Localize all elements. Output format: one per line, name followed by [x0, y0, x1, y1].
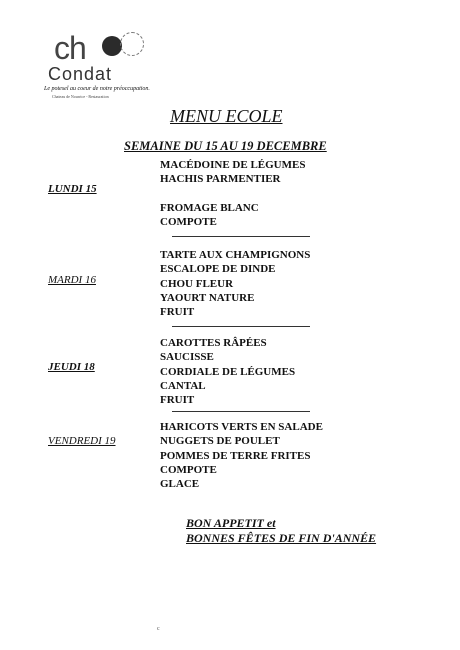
dish-item: FROMAGE BLANC: [160, 201, 259, 214]
logo-subline: Chateau de Nourrice - Restauration: [52, 94, 109, 99]
dish-list-thursday: [160, 336, 295, 407]
logo-name: Condat: [48, 64, 113, 84]
dish-item: MACÉDOINE DE LÉGUMES: [160, 159, 306, 171]
dish-item: HACHIS PARMENTIER: [160, 173, 281, 186]
section-divider: [172, 411, 310, 412]
dish-item: POMMES DE TERRE FRITES: [160, 449, 311, 462]
logo-dot-icon: [102, 36, 122, 56]
dish-list-monday: [160, 158, 305, 229]
dish-item: GLACE: [160, 478, 200, 491]
company-logo: [44, 30, 164, 102]
dish-item: HARICOTS VERTS EN SALADE: [160, 421, 323, 433]
day-label-thursday: JEUDI 18: [48, 361, 95, 373]
logo-mark: ch: [54, 30, 86, 66]
dish-item: CAROTTES RÂPÉES: [160, 337, 267, 349]
dish-list-tuesday: [160, 248, 310, 319]
dish-item: CORDIALE DE LÉGUMES: [160, 365, 296, 378]
logo-tagline: Le potesel au coeur de notre préoccupation.: [44, 86, 150, 92]
day-label-tuesday: MARDI 16: [48, 274, 96, 286]
dish-item: CANTAL: [160, 379, 206, 392]
day-label-monday: LUNDI 15: [48, 183, 97, 195]
menu-title: MENU ECOLE: [170, 106, 283, 126]
dish-spacer: [160, 187, 305, 201]
dish-item: COMPOTE: [160, 463, 217, 476]
footer-mark: c: [157, 626, 160, 632]
dish-item: SAUCISSE: [160, 351, 214, 364]
dish-item: NUGGETS DE POULET: [160, 435, 280, 448]
dish-item: TARTE AUX CHAMPIGNONS: [160, 249, 311, 261]
day-label-friday: VENDREDI 19: [48, 435, 116, 447]
closing-line-1: BON APPETIT et: [186, 516, 276, 530]
dish-item: FRUIT: [160, 306, 195, 319]
week-heading: SEMAINE DU 15 AU 19 DECEMBRE: [124, 139, 327, 153]
dish-list-friday: [160, 420, 323, 491]
closing-line-2: BONNES FÊTES DE FIN D'ANNÉE: [186, 531, 377, 545]
dish-item: ESCALOPE DE DINDE: [160, 263, 276, 276]
section-divider: [172, 326, 310, 327]
dish-item: COMPOTE: [160, 215, 217, 228]
dish-item: FRUIT: [160, 394, 195, 407]
logo-ring-icon: [120, 32, 144, 56]
dish-item: CHOU FLEUR: [160, 277, 234, 290]
dish-item: YAOURT NATURE: [160, 291, 255, 304]
section-divider: [172, 236, 310, 237]
